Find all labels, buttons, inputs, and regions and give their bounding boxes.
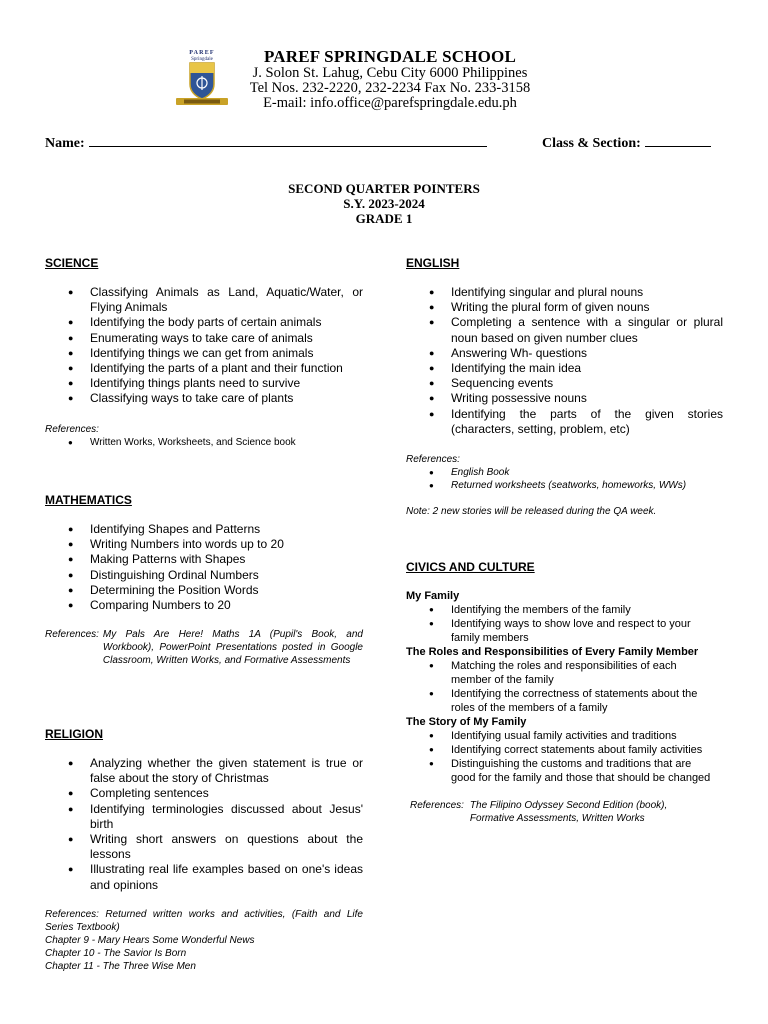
- list-item: ● Identifying usual family activities and traditions: [406, 729, 711, 743]
- document-title: [0, 181, 768, 226]
- reference-item: ● Returned worksheets (seatworks, homeworks, WWs): [406, 479, 723, 492]
- civics-section: [406, 560, 711, 825]
- list-item: ● Writing possessive nouns: [406, 391, 723, 406]
- list-item: ● Determining the Position Words: [45, 583, 363, 598]
- civics-group-title: The Story of My Family: [406, 716, 527, 728]
- school-email: E-mail: info.office@parefspringdale.edu.ph: [263, 95, 517, 111]
- civics-refs-label: References:: [410, 800, 464, 811]
- english-refs: [406, 466, 723, 492]
- school-logo: [170, 48, 234, 110]
- reference-item: Chapter 9 - Mary Hears Some Wonderful News: [45, 934, 255, 946]
- list-item: ● Distinguishing the customs and traditions that are good for the family and those that should be changed: [406, 757, 711, 785]
- math-heading: MATHEMATICS: [45, 493, 132, 507]
- english-heading: ENGLISH: [406, 256, 460, 270]
- list-item: ● Matching the roles and responsibilities of each member of the family: [406, 659, 711, 687]
- list-item: ● Writing Numbers into words up to 20: [45, 537, 363, 552]
- religion-heading: RELIGION: [45, 727, 104, 741]
- list-item: ● Writing short answers on questions about the lessons: [45, 832, 363, 862]
- civics-refs-text: The Filipino Odyssey Second Edition (book), Formative Assessments, Written Works: [469, 800, 668, 824]
- title-line-1: SECOND QUARTER POINTERS: [288, 181, 480, 196]
- science-heading: SCIENCE: [45, 256, 99, 270]
- reference-item: Chapter 10 - The Savior Is Born: [45, 947, 187, 959]
- list-item: ● Writing the plural form of given nouns: [406, 300, 723, 315]
- list-item: ● Identifying terminologies discussed about Jesus' birth: [45, 802, 363, 832]
- list-item: ● Illustrating real life examples based on one's ideas and opinions: [45, 862, 363, 892]
- science-refs-label: References:: [45, 423, 99, 435]
- svg-text:PAREF: PAREF: [189, 50, 215, 56]
- list-item: ● Analyzing whether the given statement is true or false about the story of Christmas: [45, 756, 363, 786]
- name-label: Name:: [45, 136, 85, 151]
- list-item: ● Answering Wh- questions: [406, 346, 723, 361]
- list-item: ● Making Patterns with Shapes: [45, 552, 363, 567]
- reference-item: Chapter 11 - The Three Wise Men: [45, 960, 196, 972]
- list-item: ● Identifying singular and plural nouns: [406, 285, 723, 300]
- list-item: ● Identifying things we can get from animals: [45, 346, 363, 361]
- english-note: Note: 2 new stories will be released during the QA week.: [406, 506, 657, 518]
- list-item: ● Identifying the correctness of statements about the roles of the members of a family: [406, 687, 711, 715]
- math-list: [45, 522, 363, 613]
- reference-item: References: Returned written works and activities, (Faith and Life Series Textbook): [45, 908, 363, 933]
- math-refs: [45, 628, 363, 667]
- list-item: ● Completing sentences: [45, 786, 363, 801]
- list-item: ● Identifying the main idea: [406, 361, 723, 376]
- civics-group-list: [406, 603, 711, 645]
- name-blank: [89, 134, 487, 147]
- civics-group-title: My Family: [406, 590, 460, 602]
- english-section: [406, 256, 723, 518]
- science-section: [45, 256, 363, 449]
- science-refs: [45, 436, 363, 449]
- reference-item: ● English Book: [406, 466, 723, 479]
- list-item: ● Identifying the parts of the given stories (characters, setting, problem, etc): [406, 407, 723, 437]
- civics-group-title: The Roles and Responsibilities of Every Family Member: [406, 646, 699, 658]
- religion-list: [45, 756, 363, 893]
- math-section: [45, 493, 363, 667]
- math-refs-label: References:: [45, 629, 99, 641]
- name-field: [45, 134, 487, 152]
- english-refs-label: References:: [406, 454, 460, 466]
- religion-refs: [45, 908, 363, 973]
- civics-refs: [406, 799, 711, 825]
- list-item: ● Classifying Animals as Land, Aquatic/Water, or Flying Animals: [45, 285, 363, 315]
- religion-section: [45, 727, 363, 973]
- list-item: ● Identifying correct statements about family activities: [406, 743, 711, 757]
- school-info: [240, 48, 540, 111]
- list-item: ● Identifying things plants need to survive: [45, 376, 363, 391]
- class-section-blank: [645, 134, 711, 147]
- title-line-2: S.Y. 2023-2024: [343, 196, 425, 211]
- list-item: ● Enumerating ways to take care of animals: [45, 331, 363, 346]
- school-address: J. Solon St. Lahug, Cebu City 6000 Philippines: [252, 65, 528, 81]
- school-name: PAREF SPRINGDALE SCHOOL: [263, 47, 517, 66]
- list-item: ● Distinguishing Ordinal Numbers: [45, 568, 363, 583]
- list-item: ● Identifying the body parts of certain animals: [45, 315, 363, 330]
- school-phones: Tel Nos. 232-2220, 232-2234 Fax No. 233-3158: [249, 80, 531, 96]
- civics-heading: CIVICS AND CULTURE: [406, 560, 535, 574]
- list-item: ● Comparing Numbers to 20: [45, 598, 363, 613]
- class-section-label: Class & Section:: [542, 136, 641, 151]
- list-item: ● Identifying Shapes and Patterns: [45, 522, 363, 537]
- list-item: ● Completing a sentence with a singular or plural noun based on given number clues: [406, 315, 723, 345]
- list-item: ● Sequencing events: [406, 376, 723, 391]
- title-line-3: GRADE 1: [355, 211, 413, 226]
- civics-group-list: [406, 659, 711, 715]
- math-refs-text: My Pals Are Here! Maths 1A (Pupil's Book, and Workbook), PowerPoint Presentations posted in Google Classroom, Written Works, and Formative Assessments: [102, 629, 363, 667]
- list-item: ● Identifying the parts of a plant and their function: [45, 361, 363, 376]
- class-section-field: [542, 134, 711, 152]
- science-list: [45, 285, 363, 407]
- reference-item: ● Written Works, Worksheets, and Science book: [45, 436, 363, 449]
- list-item: ● Classifying ways to take care of plants: [45, 391, 363, 406]
- list-item: ● Identifying ways to show love and respect to your family members: [406, 617, 711, 645]
- svg-text:Springdale: Springdale: [191, 57, 213, 62]
- civics-group-list: [406, 729, 711, 785]
- list-item: ● Identifying the members of the family: [406, 603, 711, 617]
- english-list: [406, 285, 723, 437]
